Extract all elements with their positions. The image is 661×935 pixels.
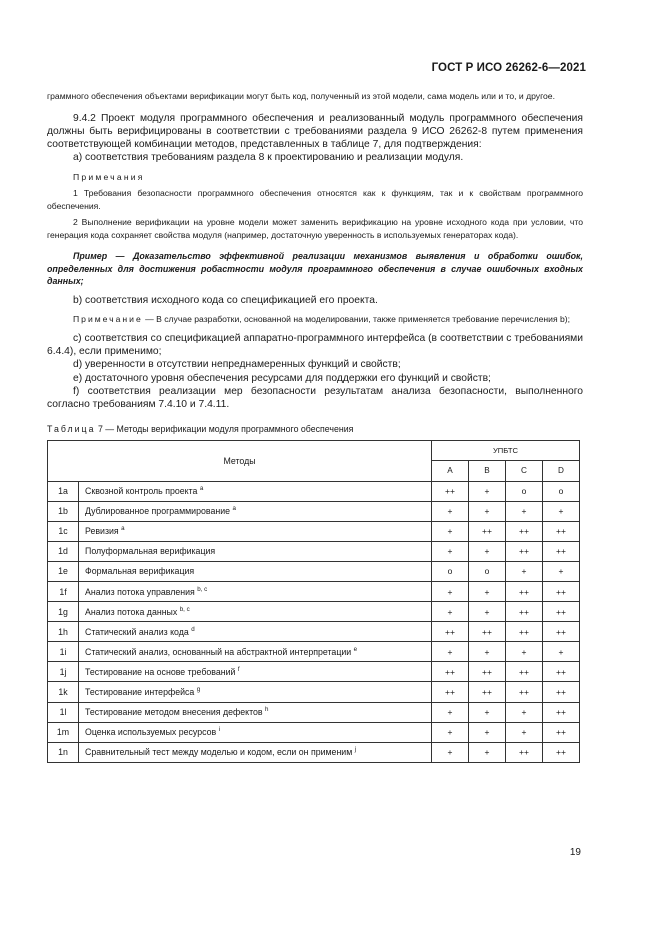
- table-caption-text: 7 — Методы верификации модуля программного обеспечения: [95, 423, 354, 434]
- verification-methods-table: [47, 440, 580, 763]
- level-b-value: ++: [469, 682, 506, 702]
- level-a-value: ++: [432, 682, 469, 702]
- level-a-value: +: [432, 541, 469, 561]
- level-b-value: ++: [469, 521, 506, 541]
- footnote-ref: b, c: [197, 585, 208, 593]
- method-name: Тестирование методом внесения дефектов: [85, 707, 263, 718]
- row-number: 1b: [48, 501, 79, 521]
- level-d-value: ++: [543, 582, 580, 602]
- level-a-value: ++: [432, 662, 469, 682]
- table-row: [48, 662, 580, 682]
- method-cell: [79, 582, 432, 602]
- footnote-ref: d: [191, 625, 195, 633]
- row-number: 1f: [48, 582, 79, 602]
- level-b-value: +: [469, 481, 506, 501]
- note-text: — В случае разработки, основанной на моделировании, также применяется требование перечисления b);: [142, 314, 571, 325]
- method-name: Анализ потока данных: [85, 606, 178, 617]
- table-row: [48, 582, 580, 602]
- level-d-value: ++: [543, 722, 580, 742]
- level-d-value: +: [543, 501, 580, 521]
- method-name: Статический анализ, основанный на абстрактной интерпретации: [85, 646, 352, 657]
- row-number: 1n: [48, 742, 79, 762]
- method-name: Ревизия: [85, 526, 119, 537]
- list-item-e: e) достаточного уровня обеспечения ресурсами для поддержки его функций и свойств;: [73, 372, 491, 384]
- level-c-value: +: [506, 702, 543, 722]
- upbts-header: УПБТС: [432, 440, 580, 461]
- level-c-value: ++: [506, 541, 543, 561]
- footnote-ref: i: [218, 726, 221, 734]
- level-d-value: o: [543, 481, 580, 501]
- methods-header: Методы: [48, 440, 432, 481]
- method-cell: [79, 622, 432, 642]
- list-item-b: b) соответствия исходного кода со спецификацией его проекта.: [73, 294, 378, 306]
- level-c-value: +: [506, 642, 543, 662]
- table-row: [48, 622, 580, 642]
- page-number: 19: [569, 847, 581, 858]
- level-c-header: C: [506, 461, 543, 482]
- method-cell: [79, 682, 432, 702]
- row-number: 1d: [48, 541, 79, 561]
- level-a-value: ++: [432, 481, 469, 501]
- method-cell: [79, 722, 432, 742]
- level-a-value: +: [432, 501, 469, 521]
- note-1: 1 Требования безопасности программного обеспечения относятся как к функциям, так и к свойствам программного обеспечения.: [47, 188, 583, 211]
- method-name: Оценка используемых ресурсов: [85, 727, 217, 738]
- row-number: 1e: [48, 561, 79, 581]
- level-b-value: +: [469, 742, 506, 762]
- row-number: 1m: [48, 722, 79, 742]
- table-row: [48, 521, 580, 541]
- level-b-value: o: [469, 561, 506, 581]
- level-c-value: +: [506, 501, 543, 521]
- method-name: Тестирование интерфейса: [85, 687, 195, 698]
- level-b-value: ++: [469, 662, 506, 682]
- level-a-value: +: [432, 742, 469, 762]
- level-a-value: +: [432, 521, 469, 541]
- level-d-value: ++: [543, 622, 580, 642]
- notes-heading: Примечания: [73, 171, 145, 182]
- method-cell: [79, 602, 432, 622]
- level-b-value: +: [469, 582, 506, 602]
- footnote-ref: j: [354, 746, 357, 754]
- level-d-value: ++: [543, 602, 580, 622]
- level-c-value: ++: [506, 582, 543, 602]
- note-label: Примечание: [73, 314, 143, 325]
- footnote-ref: f: [237, 665, 240, 673]
- method-name: Анализ потока управления: [85, 586, 195, 597]
- level-d-header: D: [543, 461, 580, 482]
- method-cell: [79, 541, 432, 561]
- level-a-value: +: [432, 642, 469, 662]
- level-c-value: ++: [506, 682, 543, 702]
- list-item-c: c) соответствия со спецификацией аппаратно-программного интерфейса (в соответствии с требованиями 6.4.4), если применимо;: [47, 332, 583, 358]
- table-row: [48, 682, 580, 702]
- table-caption-label: Таблица: [47, 423, 96, 434]
- table-row: [48, 501, 580, 521]
- footnote-ref: b, c: [179, 605, 190, 613]
- level-d-value: ++: [543, 742, 580, 762]
- method-name: Статический анализ кода: [85, 626, 189, 637]
- continued-paragraph: граммного обеспечения объектами верификации могут быть код, полученный из этой модели, сама модель или и то, и другое.: [47, 91, 555, 101]
- table-row: [48, 541, 580, 561]
- level-b-header: B: [469, 461, 506, 482]
- method-cell: [79, 561, 432, 581]
- level-d-value: ++: [543, 682, 580, 702]
- method-cell: [79, 521, 432, 541]
- table-row: [48, 722, 580, 742]
- method-name: Сквозной контроль проекта: [85, 486, 198, 497]
- footnote-ref: g: [196, 686, 201, 694]
- method-name: Тестирование на основе требований: [85, 666, 236, 677]
- table-row: [48, 481, 580, 501]
- level-b-value: +: [469, 722, 506, 742]
- method-name: Дублированное программирование: [85, 506, 231, 517]
- level-d-value: +: [543, 561, 580, 581]
- example-paragraph: Пример — Доказательство эффективной реализации механизмов выявления и обработки ошибок, определенных для достижения робастности модуля программного обеспечения в случае ошибочных входных данных;: [47, 251, 583, 287]
- list-item-d: d) уверенности в отсутствии непреднамеренных функций и свойств;: [73, 359, 401, 371]
- list-item-f: f) соответствия реализации мер безопасности результатам анализа безопасности, выполненного согласно требованиям 7.4.10 и 7.4.11.: [47, 385, 583, 411]
- method-cell: [79, 662, 432, 682]
- level-b-value: ++: [469, 622, 506, 642]
- level-b-value: +: [469, 501, 506, 521]
- method-cell: [79, 742, 432, 762]
- level-d-value: ++: [543, 702, 580, 722]
- method-cell: [79, 702, 432, 722]
- row-number: 1a: [48, 481, 79, 501]
- list-item-a: a) соответствия требованиям раздела 8 к проектированию и реализации модуля.: [73, 152, 464, 164]
- level-a-value: ++: [432, 622, 469, 642]
- level-a-value: +: [432, 702, 469, 722]
- table-row: [48, 702, 580, 722]
- level-a-value: +: [432, 722, 469, 742]
- level-d-value: ++: [543, 541, 580, 561]
- footnote-ref: a: [121, 525, 125, 533]
- method-name: Полуформальная верификация: [85, 546, 216, 557]
- row-number: 1g: [48, 602, 79, 622]
- table-body: [48, 481, 580, 762]
- method-cell: [79, 501, 432, 521]
- note-item-b: [47, 313, 583, 326]
- level-d-value: +: [543, 642, 580, 662]
- page-content: [47, 90, 583, 763]
- table-caption: [47, 424, 583, 434]
- footnote-ref: h: [265, 706, 269, 714]
- clause-9-4-2: 9.4.2 Проект модуля программного обеспечения и реализованный модуль программного обеспечения должны быть верифицированы в соответствии с требованиями раздела 9 ИСО 26262-8 путем применения соответствующей комбинации методов, представленных в таблице 7, для подтверждения:: [47, 112, 583, 151]
- level-a-value: +: [432, 602, 469, 622]
- method-cell: [79, 642, 432, 662]
- level-a-value: o: [432, 561, 469, 581]
- level-c-value: ++: [506, 662, 543, 682]
- table-row: [48, 561, 580, 581]
- table-row: [48, 742, 580, 762]
- level-b-value: +: [469, 702, 506, 722]
- document-id: ГОСТ Р ИСО 26262-6—2021: [431, 62, 586, 74]
- method-name: Сравнительный тест между моделью и кодом, если он применим: [85, 747, 353, 758]
- row-number: 1k: [48, 682, 79, 702]
- footnote-ref: e: [353, 645, 358, 653]
- level-c-value: ++: [506, 622, 543, 642]
- method-name: Формальная верификация: [85, 566, 195, 577]
- footnote-ref: a: [199, 485, 204, 493]
- level-c-value: ++: [506, 602, 543, 622]
- method-cell: [79, 481, 432, 501]
- row-number: 1h: [48, 622, 79, 642]
- level-b-value: +: [469, 642, 506, 662]
- level-c-value: o: [506, 481, 543, 501]
- level-a-header: A: [432, 461, 469, 482]
- row-number: 1j: [48, 662, 79, 682]
- footnote-ref: a: [232, 505, 236, 513]
- level-b-value: +: [469, 602, 506, 622]
- row-number: 1c: [48, 521, 79, 541]
- level-d-value: ++: [543, 521, 580, 541]
- level-c-value: +: [506, 722, 543, 742]
- level-c-value: +: [506, 561, 543, 581]
- table-row: [48, 642, 580, 662]
- table-row: [48, 602, 580, 622]
- row-number: 1i: [48, 642, 79, 662]
- level-d-value: ++: [543, 662, 580, 682]
- level-c-value: ++: [506, 742, 543, 762]
- level-a-value: +: [432, 582, 469, 602]
- row-number: 1l: [48, 702, 79, 722]
- note-2: 2 Выполнение верификации на уровне модели может заменить верификацию на уровне исходного кода при условии, что генерация кода сохраняет свойства модуля (например, достаточную уверенность в используемых генераторах кода).: [47, 217, 583, 240]
- level-c-value: ++: [506, 521, 543, 541]
- level-b-value: +: [469, 541, 506, 561]
